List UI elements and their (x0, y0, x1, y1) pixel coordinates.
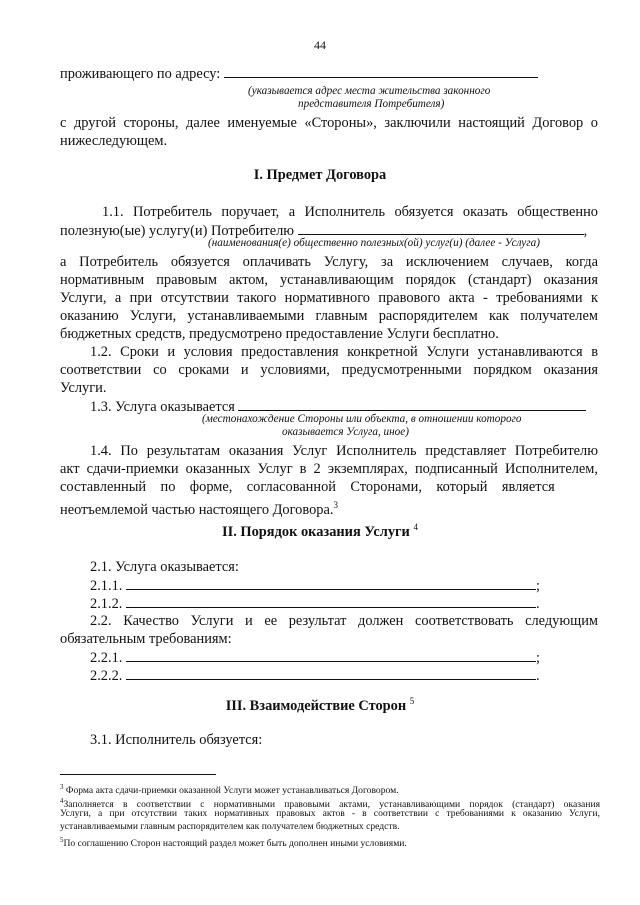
p13-note-1: (местонахождение Стороны или объекта, в отношении которого (202, 413, 522, 425)
p211-blank (126, 576, 536, 590)
p31: 3.1. Исполнитель обязуется: (90, 732, 263, 748)
footnote-3-number: 3 (60, 783, 64, 791)
p14-line-3: составленный по форме, согласованной Сторонами, который является (60, 479, 555, 495)
p13-note-2: оказывается Услуга, иное) (282, 426, 409, 438)
p222-line (90, 666, 628, 685)
section-3-title: III. Взаимодействие Сторон (225, 697, 407, 714)
section-2-heading (0, 522, 640, 541)
footnote-ref-4: 4 (413, 522, 418, 532)
page-number: 44 (314, 38, 326, 52)
p11-line-1: 1.1. Потребитель поручает, а Исполнитель обязуется оказать общественно (102, 204, 598, 220)
p211-label: 2.1.1. (90, 578, 123, 594)
p11-comma: , (583, 223, 588, 239)
p221-line (90, 648, 628, 667)
p11-line-3: а Потребитель обязуется оплачивать Услугу, за исключением случаев, когда (60, 254, 598, 270)
p14-line-4 (60, 496, 598, 519)
p211-line (90, 576, 628, 595)
p22-line-2: обязательным требованиям: (60, 631, 232, 647)
p222-label: 2.2.2. (90, 668, 123, 684)
p221-end: ; (536, 650, 540, 666)
p211-end: ; (536, 578, 540, 594)
p11-text: полезную(ые) услугу(и) Потребителю (60, 223, 295, 239)
p212-end: . (536, 596, 540, 612)
parties-line-2: нижеследующем. (60, 133, 168, 149)
footnote-4-text-1: Заполняется в соответствии с нормативными правовыми актами, устанавливающими порядок (стандарт) оказания (63, 799, 600, 811)
p11-line-7: бюджетных средств, предусмотрено предоставление Услуги бесплатно. (60, 326, 499, 342)
address-blank (224, 64, 538, 78)
p22-line-1: 2.2. Качество Услуги и ее результат должен соответствовать следующим (90, 613, 598, 629)
p221-blank (126, 648, 536, 662)
p11-line-5: Услуги, а при отсутствии такого нормативного правового акта - требованиями к (60, 290, 598, 306)
p222-blank (126, 666, 536, 680)
address-note-1: (указывается адрес места жительства законного (248, 85, 491, 97)
p12-line-3: Услуги. (60, 380, 107, 396)
footnote-ref-5: 5 (409, 696, 415, 706)
address-line (60, 64, 598, 83)
location-blank (238, 397, 586, 411)
parties-line-1: с другой стороны, далее именуемые «Стороны», заключили настоящий Договор о (60, 115, 598, 131)
p212-line (90, 594, 628, 613)
section-1-heading: I. Предмет Договора (253, 167, 387, 183)
footnote-separator (60, 774, 216, 775)
p11-line-4: нормативным правовым актом, устанавливающим порядок (стандарт) оказания (60, 272, 598, 288)
p12-line-1: 1.2. Сроки и условия предоставления конкретной Услуги устанавливаются в (90, 344, 598, 360)
footnote-3-text: Форма акта сдачи-приемки оказанной Услуги может устанавливаться Договором. (63, 785, 399, 797)
p14-text: неотъемлемой частью настоящего Договора. (60, 501, 334, 518)
p11-note: (наименования(е) общественно полезных(ой) услуг(и) (далее - Услуга) (208, 237, 540, 249)
footnote-5-text: По соглашению Сторон настоящий раздел может быть дополнен иными условиями. (63, 838, 407, 850)
section-2-title: II. Порядок оказания Услуги (222, 523, 410, 540)
p14-line-1: 1.4. По результатам оказания Услуг Исполнитель представляет Потребителю (90, 443, 598, 459)
p212-blank (126, 594, 536, 608)
service-blank (298, 221, 584, 235)
p221-label: 2.2.1. (90, 650, 123, 666)
footnote-4-line-2: Услуги, а при отсутствии таких нормативных правовых актов - в соответствии с требованиями к оказанию Услуги, (60, 808, 600, 819)
address-label: проживающего по адресу: (60, 66, 221, 82)
section-3-heading (0, 696, 640, 715)
p212-label: 2.1.2. (90, 596, 123, 612)
p11-line-6: оказанию Услуги, устанавливаемыми главным распорядителем как получателем (60, 308, 598, 324)
p12-line-2: соответствии со сроками и условиями, предусмотренными порядком оказания (60, 362, 598, 378)
footnote-4-number: 4 (60, 797, 64, 805)
p21: 2.1. Услуга оказывается: (90, 559, 239, 575)
p13-text: 1.3. Услуга оказывается (90, 399, 235, 415)
footnote-4-line-3: устанавливаемыми главным распорядителем как получателем бюджетных средств. (60, 821, 400, 832)
p222-end: . (536, 668, 540, 684)
address-note-2: представителя Потребителя) (298, 98, 445, 110)
footnote-5 (60, 834, 600, 851)
footnote-5-number: 5 (60, 836, 64, 844)
footnote-ref-3: 3 (333, 500, 338, 510)
p14-line-2: акт сдачи-приемки оказанных Услуг в 2 экземплярах, подписанный Исполнителем, (60, 461, 598, 477)
